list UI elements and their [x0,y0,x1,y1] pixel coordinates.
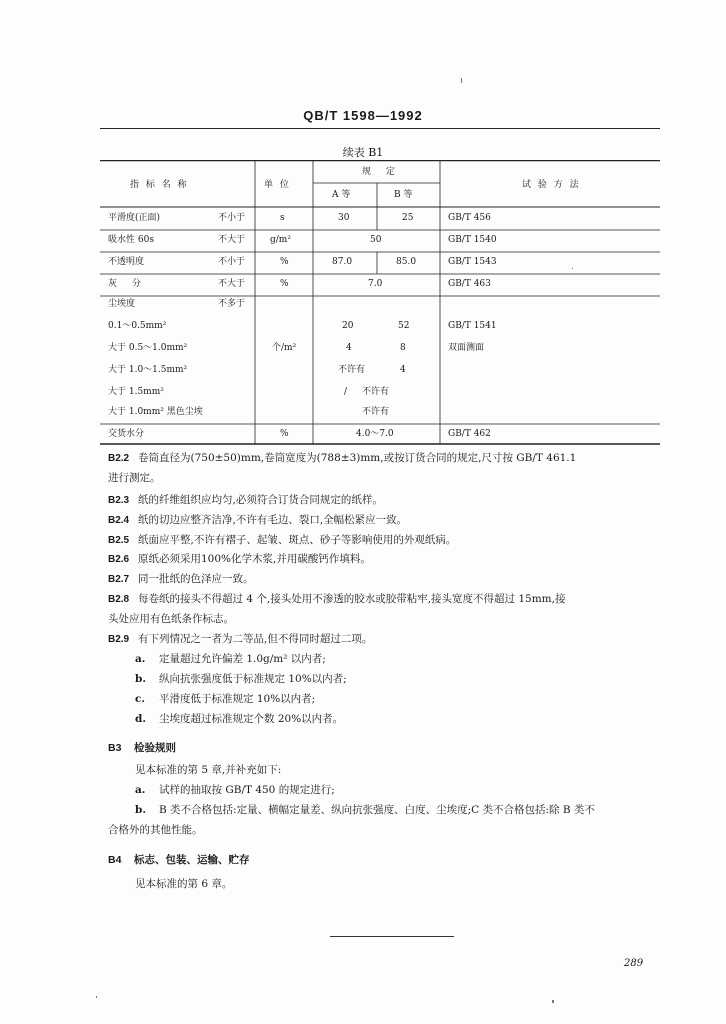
clause-b2-6 [108,551,668,568]
clause-b2-4 [108,512,668,529]
row-limit: 不大于 [218,279,246,289]
row-grade-ab: 7.0 [368,279,383,289]
dust-row-a: 4 [346,343,352,353]
scan-speck [461,78,462,83]
row-grade-b: 25 [402,213,414,223]
dust-row-b: 52 [398,321,410,331]
end-rule [330,936,454,937]
list-item [135,651,326,667]
row-grade-a: 30 [338,213,350,223]
section-b3-intro: 见本标准的第 5 章,并补充如下: [135,764,282,776]
section-b4-text: 见本标准的第 6 章。 [135,878,233,890]
row-name: 灰 分 [108,279,147,289]
clause-number: B2.2 [108,453,130,464]
header-rule [100,128,660,129]
row-grade-b: 85.0 [396,257,417,267]
list-item [135,691,315,707]
row-limit: 不大于 [218,235,246,245]
col-header-name: 指 标 名 称 [130,180,189,190]
col-header-grade-a: A 等 [332,190,351,200]
col-header-grade-b: B 等 [394,190,413,200]
row-limit: 不小于 [218,213,246,223]
list-text: 试样的抽取按 GB/T 450 的规定进行; [159,784,335,796]
clause-number: B2.4 [108,515,130,526]
moisture-name: 交货水分 [108,429,145,439]
row-grade-a: 87.0 [332,257,353,267]
clause-number: B2.3 [108,495,130,506]
list-letter: a. [135,653,146,665]
list-letter: c. [135,693,146,705]
clause-text: 纸的纤维组织应均匀,必须符合订货合同规定的纸样。 [138,494,383,506]
table-grid [100,160,660,445]
row-method: GB/T 456 [448,213,491,223]
section-title: 检验规则 [134,742,176,754]
dust-row-name: 0.1～0.5mm² [108,321,167,331]
dust-method: GB/T 1541 [448,321,497,331]
dust-row-a: / [344,387,348,397]
dust-limit: 不多于 [218,299,246,309]
row-grade-ab: 50 [370,235,382,245]
dust-name: 尘埃度 [108,299,136,309]
list-item [135,711,343,727]
dust-row-name: 大于 0.5～1.0mm² [108,343,188,353]
col-header-unit: 单 位 [264,180,291,190]
clause-b2-2-continuation: 进行测定。 [108,472,161,484]
section-title: 标志、包装、运输、贮存 [134,854,250,866]
scan-speck [552,1000,554,1003]
clause-number: B2.7 [108,574,130,585]
clause-number: B2.6 [108,554,130,565]
list-text: 定量超过允许偏差 1.0g/m² 以内者; [159,653,326,665]
spec-table [100,160,660,445]
row-unit: % [280,279,289,289]
col-header-method: 试 验 方 法 [522,180,581,190]
list-text: B 类不合格包括:定量、横幅定量差、纵向抗张强度、白度、尘埃度;C 类不合格包括:除 B 类不 [159,804,595,816]
dust-row-name: 大于 1.0mm² 黑色尘埃 [108,407,203,417]
list-text: 平滑度低于标准规定 10%以内者; [159,693,316,705]
row-limit: 不小于 [218,257,246,267]
section-number: B3 [108,742,122,754]
section-b3-continuation: 合格外的其他性能。 [108,824,203,836]
table-caption: 续表 B1 [342,146,384,159]
moisture-value: 4.0～7.0 [356,429,394,439]
row-method: GB/T 1543 [448,257,497,267]
clause-b2-2 [108,450,668,467]
dust-row-name: 大于 1.0～1.5mm² [108,365,188,375]
list-item [135,671,347,687]
dust-row-b: 4 [400,365,406,375]
dust-row-b: 8 [400,343,406,353]
dust-row-name: 大于 1.5mm² [108,387,164,397]
row-unit: s [280,213,285,223]
list-letter: d. [135,713,146,725]
clause-text: 纸面应平整,不许有褶子、起皱、斑点、砂子等影响使用的外观纸病。 [138,534,457,546]
row-name: 吸水性 60s [108,235,154,245]
list-letter: a. [135,784,146,796]
dust-method-note: 双面测面 [448,343,485,353]
list-item [135,802,595,818]
clause-b2-9 [108,631,668,648]
section-number: B4 [108,854,122,866]
clause-number: B2.9 [108,634,130,645]
clause-text: 卷筒直径为(750±50)mm,卷筒宽度为(788±3)mm,或按订货合同的规定,尺寸按 GB/T 461.1 [138,452,577,464]
section-b4-heading [108,852,250,867]
moisture-method: GB/T 462 [448,429,491,439]
clause-text: 每卷纸的接头不得超过 4 个,接头处用不渗透的胶水或胶带粘牢,接头宽度不得超过 15mm,接 [138,593,566,605]
row-unit: g/m² [270,235,291,245]
clause-number: B2.8 [108,594,130,605]
clause-number: B2.5 [108,535,130,546]
clause-text: 纸的切边应整齐洁净,不许有毛边、裂口,全幅松紧应一致。 [138,514,408,526]
clause-b2-8 [108,591,668,608]
list-letter: b. [135,804,146,816]
list-item [135,782,335,798]
row-method: GB/T 463 [448,279,491,289]
row-name: 平滑度(正面) [108,213,161,223]
page-number: 289 [624,958,644,969]
clause-b2-8-continuation: 头处应用有色纸条作标志。 [108,613,234,625]
moisture-unit: % [280,429,289,439]
clause-b2-5 [108,532,668,549]
dust-row-a: 20 [342,321,354,331]
clause-text: 有下列情况之一者为二等品,但不得同时超过二项。 [138,633,373,645]
list-text: 纵向抗张强度低于标准规定 10%以内者; [159,673,347,685]
clause-text: 原纸必须采用100%化学木浆,并用碳酸钙作填料。 [138,553,371,565]
row-unit: % [280,257,289,267]
col-header-spec: 规 定 [362,167,401,177]
clause-b2-3 [108,492,668,509]
row-method: GB/T 1540 [448,235,497,245]
standard-code: QB/T 1598—1992 [303,108,423,123]
dust-row-a: 不许有 [338,365,366,375]
scan-speck [572,268,573,269]
section-b3-heading [108,740,176,755]
row-name: 不透明度 [108,257,145,267]
list-text: 尘埃度超过标准规定个数 20%以内者。 [159,713,344,725]
clause-b2-7 [108,571,668,588]
list-letter: b. [135,673,146,685]
dust-unit: 个/m² [272,343,297,353]
clause-text: 同一批纸的色泽应一致。 [138,573,254,585]
dust-row-b: 不许有 [362,407,390,417]
scan-speck [96,996,97,998]
dust-row-b: 不许有 [362,387,390,397]
